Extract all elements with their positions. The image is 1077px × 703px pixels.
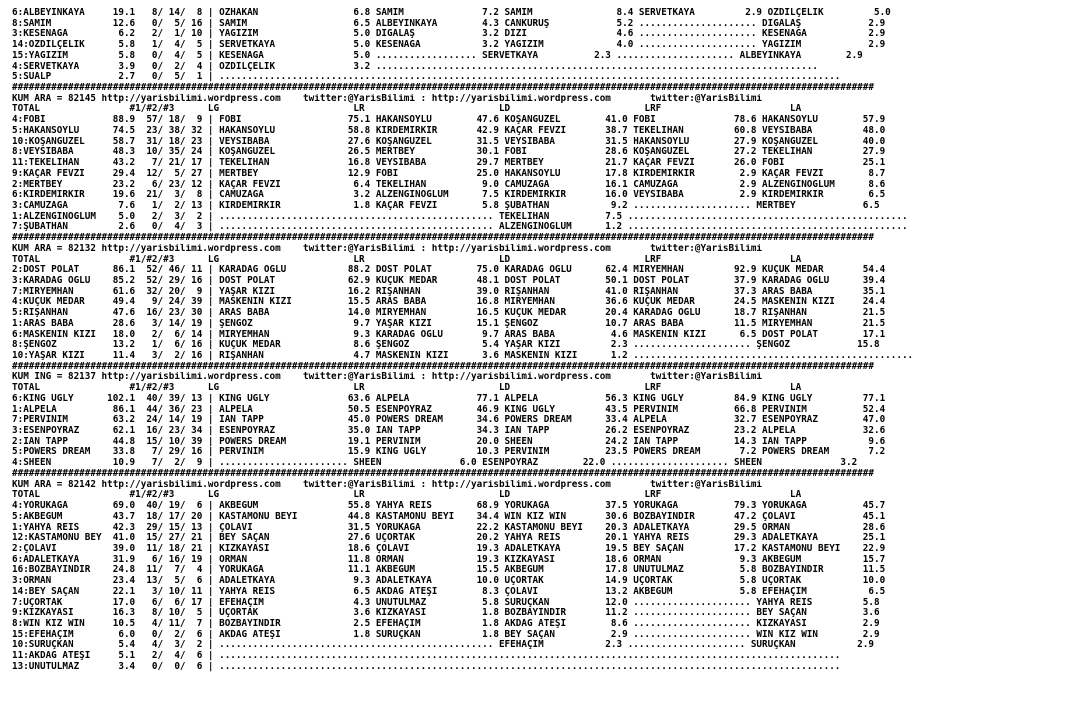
horse-stats-row: 14:ÖZDİLÇELİK 5.8 1/ 4/ 5 | SERVETKAYA 5.0 KESENAĞA 3.2 YAĞIZIM 4.0 ..................... YAĞIZIM 2.9 bbox=[12, 40, 886, 51]
horse-stats-row: 5:HAKANSOYLU 74.5 23/ 38/ 32 | HAKANSOYLU 58.8 KIRDEMİRKIR 42.9 KAÇAR FEVZİ 38.7 TEKELİHAN 60.8 VEYSİBABA 48.0 bbox=[12, 125, 886, 136]
column-header-line: TOTAL #1/#2/#3 LG LR LD LRF LA bbox=[12, 383, 802, 394]
horse-stats-row: 14:BEY SAÇAN 22.1 3/ 10/ 11 | YAHYA REİS 6.5 AKDAĞ ATEŞİ 8.3 ÇOLAVİ 13.2 AKBEGÜM 5.8 EFEHAÇIM 6.5 bbox=[12, 586, 886, 597]
horse-stats-row: 12:KASTAMONU BEY 41.0 15/ 27/ 21 | BEY SAÇAN 27.6 ÜÇORTAK 20.2 YAHYA REİS 20.1 YAHYA REİS 29.3 ADALETKAYA 25.1 bbox=[12, 533, 886, 544]
column-header-line: TOTAL #1/#2/#3 LG LR LD LRF LA bbox=[12, 104, 802, 115]
horse-stats-row: 6:ADALETKAYA 31.9 6/ 16/ 19 | ORMAN 11.8 ORMAN 19.3 KIZKAYASI 18.6 ORMAN 9.3 AKBEGÜM 15.7 bbox=[12, 554, 886, 565]
column-header-line: TOTAL #1/#2/#3 LG LR LD LRF LA bbox=[12, 490, 802, 501]
horse-stats-row: 1:ALPELA 86.1 44/ 36/ 23 | ALPELA 50.5 ESENPOYRAZ 46.9 KING UGLY 43.5 PERVİNİM 66.8 PERVİNİM 52.4 bbox=[12, 404, 886, 415]
horse-stats-row: 10:YAŞAR KIZI 11.4 3/ 2/ 16 | RİŞANHAN 4.7 MASKENİN KIZI 3.6 MASKENİN KIZI 1.2 .................................................. bbox=[12, 351, 914, 361]
horse-stats-row: 8:ŞENGÖZ 13.2 1/ 6/ 16 | KÜÇÜK MEDAR 8.6 ŞENGÖZ 5.4 YAŞAR KIZI 2.3 ..................... ŞENGÖZ 15.8 bbox=[12, 340, 880, 351]
horse-stats-row: 11:AKDAĞ ATEŞİ 5.1 2/ 4/ 6 | ............................................................................................................... bbox=[12, 651, 841, 662]
horse-stats-row: 10:SURUÇKAN 5.4 4/ 3/ 2 | ................................................. EFEHAÇIM 2.3 ..................... SURUÇKAN 2.9 bbox=[12, 640, 874, 651]
horse-stats-row: 2:DOST POLAT 86.1 52/ 46/ 11 | KARADAĞ OĞLU 88.2 DOST POLAT 75.0 KARADAĞ OĞLU 62.4 MİRYEMHAN 92.9 KÜÇÜK MEDAR 54.4 bbox=[12, 265, 886, 276]
horse-stats-row: 11:TEKELİHAN 43.2 7/ 21/ 17 | TEKELİHAN 16.8 VEYSİBABA 29.7 MERTBEY 21.7 KAÇAR FEVZİ 26.0 FOBİ 25.1 bbox=[12, 158, 886, 169]
horse-stats-row: 3:KARADAĞ OĞLU 85.2 52/ 29/ 16 | DOST POLAT 62.9 KÜÇÜK MEDAR 48.1 DOST POLAT 50.1 DOST POLAT 37.9 KARADAĞ OĞLU 39.4 bbox=[12, 275, 886, 286]
horse-stats-row: 1:ARAS BABA 28.6 3/ 14/ 19 | ŞENGÖZ 9.7 YAŞAR KIZI 15.1 ŞENGÖZ 10.7 ARAS BABA 11.5 MİRYEMHAN 21.5 bbox=[12, 318, 886, 329]
horse-stats-row: 9:KAÇAR FEVZİ 29.4 12/ 5/ 27 | MERTBEY 12.9 FOBİ 25.0 HAKANSOYLU 17.8 KIRDEMİRKIR 2.9 KAÇAR FEVZİ 8.7 bbox=[12, 168, 886, 179]
horse-stats-row: 3:KESENAĞA 6.2 2/ 1/ 10 | YAĞIZIM 5.0 DİGALAŞ 3.2 DİZİ 4.6 ..................... KESENAĞA 2.9 bbox=[12, 29, 886, 40]
horse-stats-row: 5:POWERS DREAM 33.8 7/ 29/ 16 | PERVİNİM 15.9 KING UGLY 10.3 PERVİNİM 23.5 POWERS DREAM 7.2 POWERS DREAM 7.2 bbox=[12, 447, 886, 458]
horse-stats-row: 1:ALZENGİNOĞLUM 5.0 2/ 3/ 2 | ................................................. TEKELİHAN 7.5 .................................................. bbox=[12, 211, 908, 222]
horse-stats-row: 9:KIZKAYASI 16.3 8/ 10/ 5 | ÜÇORTAK 3.6 KIZKAYASI 1.8 BOZBAYINDIR 11.2 ..................... BEY SAÇAN 3.6 bbox=[12, 608, 880, 619]
horse-stats-row: 4:SERVETKAYA 3.9 0/ 2/ 4 | ÖZDİLÇELİK 3.2 ............................................................................... bbox=[12, 61, 818, 72]
horse-stats-row: 7:MİRYEMHAN 61.6 32/ 20/ 9 | YAŞAR KIZI 16.2 RİŞANHAN 39.0 RİŞANHAN 41.0 RİŞANHAN 37.3 ARAS BABA 35.1 bbox=[12, 286, 886, 297]
horse-stats-row: 15:EFEHAÇIM 6.0 0/ 2/ 6 | AKDAĞ ATEŞİ 1.8 SURUÇKAN 1.8 BEY SAÇAN 2.9 ..................... WIN KIZ WIN 2.9 bbox=[12, 629, 880, 640]
race-header-line: KUM ARA = 82142 http://yarisbilimi.wordpress.com twitter:@YarisBilimi : http://yarisbilimi.wordpress.com twitter:@YarisBilimi bbox=[12, 479, 763, 490]
column-header-line: TOTAL #1/#2/#3 LG LR LD LRF LA bbox=[12, 254, 802, 265]
horse-stats-row: 7:ŞUBATHAN 2.6 0/ 4/ 3 | ................................................. ALZENGİNOĞLUM 1.2 .................................................. bbox=[12, 222, 908, 233]
horse-stats-row: 4:YÖRÜKAĞA 69.0 40/ 19/ 6 | AKBEGÜM 55.8 YAHYA REİS 68.9 YÖRÜKAĞA 37.5 YÖRÜKAĞA 79.3 YÖRÜKAĞA 45.7 bbox=[12, 501, 886, 512]
horse-stats-row: 6:KING UGLY 102.1 40/ 39/ 13 | KING UGLY 63.6 ALPELA 77.1 ALPELA 56.3 KING UGLY 84.9 KING UGLY 77.1 bbox=[12, 393, 886, 404]
horse-stats-row: 15:YAĞIZIM 5.8 0/ 4/ 5 | KESENAĞA 5.0 .................. SERVETKAYA 2.3 ..................... ALBEYİNKAYA 2.9 bbox=[12, 50, 863, 61]
horse-stats-row: 2:ÇOLAVİ 39.0 11/ 18/ 21 | KIZKAYASI 18.6 ÇOLAVİ 19.3 ADALETKAYA 19.5 BEY SAÇAN 17.2 KASTAMONU BEYİ 22.9 bbox=[12, 543, 886, 554]
horse-stats-row: 4:SHEEN 10.9 7/ 2/ 9 | ....................... SHEEN 6.0 ESENPOYRAZ 22.0 ..................... SHEEN 3.2 bbox=[12, 458, 858, 469]
section-separator: ########################################################################################################################################################## bbox=[12, 361, 874, 372]
section-separator: ########################################################################################################################################################## bbox=[12, 468, 874, 479]
horse-stats-row: 6:KIRDEMİRKIR 19.6 21/ 3/ 8 | CAMUZAĞA 3.2 ALZENGİNOĞLUM 7.5 KIRDEMİRKIR 16.0 VEYSİBABA 2.9 KIRDEMİRKIR 6.5 bbox=[12, 190, 886, 201]
horse-stats-row: 5:AKBEGÜM 43.7 18/ 17/ 20 | KASTAMONU BEYİ 44.8 KASTAMONU BEYİ 34.4 WIN KIZ WIN 30.6 BOZBAYINDIR 47.2 ÇOLAVİ 45.1 bbox=[12, 511, 886, 522]
horse-stats-row: 8:WIN KIZ WIN 10.5 4/ 11/ 7 | BOZBAYINDIR 2.5 EFEHAÇIM 1.8 AKDAĞ ATEŞİ 8.6 ..................... KIZKAYASI 2.9 bbox=[12, 618, 880, 629]
horse-stats-row: 2:MERTBEY 23.2 6/ 23/ 12 | KAÇAR FEVZİ 6.4 TEKELİHAN 9.0 CAMUZAĞA 16.1 CAMUZAĞA 2.9 ALZENGİNOĞLUM 8.6 bbox=[12, 179, 886, 190]
horse-stats-row: 7:ÜÇORTAK 17.0 6/ 6/ 17 | EFEHAÇIM 4.3 UNUTULMAZ 5.8 SURUÇKAN 12.0 ..................... YAHYA REİS 5.8 bbox=[12, 597, 880, 608]
horse-stats-row: 5:RİŞANHAN 47.6 16/ 23/ 30 | ARAS BABA 14.0 MİRYEMHAN 16.5 KÜÇÜK MEDAR 20.4 KARADAĞ OĞLU 18.7 RİŞANHAN 21.5 bbox=[12, 308, 886, 319]
horse-stats-row: 8:VEYSİBABA 48.3 10/ 35/ 24 | KOŞANGÜZEL 26.5 MERTBEY 30.1 FOBİ 28.6 KOŞANGÜZEL 27.2 TEKELİHAN 27.9 bbox=[12, 147, 886, 158]
race-header-line: KUM ARA = 82132 http://yarisbilimi.wordpress.com twitter:@YarisBilimi : http://yarisbilimi.wordpress.com twitter:@YarisBilimi bbox=[12, 243, 763, 254]
horse-stats-row: 3:ESENPOYRAZ 62.1 16/ 23/ 34 | ESENPOYRAZ 35.0 IAN TAPP 34.3 IAN TAPP 26.2 ESENPOYRAZ 23.2 ALPELA 32.6 bbox=[12, 426, 886, 437]
horse-stats-row: 6:ALBEYİNKAYA 19.1 8/ 14/ 8 | ÖZHAKAN 6.8 SAMİM 7.2 SAMİM 8.4 SERVETKAYA 2.9 ÖZDİLÇELİK 5.0 bbox=[12, 8, 891, 18]
race-header-line: KUM ING = 82137 http://yarisbilimi.wordpress.com twitter:@YarisBilimi : http://yarisbilimi.wordpress.com twitter:@YarisBilimi bbox=[12, 372, 763, 383]
horse-stats-row: 4:FOBİ 88.9 57/ 18/ 9 | FOBİ 75.1 HAKANSOYLU 47.6 KOŞANGÜZEL 41.0 FOBİ 78.6 HAKANSOYLU 57.9 bbox=[12, 115, 886, 126]
horse-stats-row: 3:ORMAN 23.4 13/ 5/ 6 | ADALETKAYA 9.3 ADALETKAYA 10.0 ÜÇORTAK 14.9 ÜÇORTAK 5.8 ÜÇORTAK 10.0 bbox=[12, 576, 886, 587]
horse-stats-row: 5:SUALP 2.7 0/ 5/ 1 | ............................................................................................................... bbox=[12, 72, 841, 83]
section-separator: ########################################################################################################################################################## bbox=[12, 83, 874, 94]
horse-stats-row: 6:MASKENİN KIZI 18.0 2/ 6/ 14 | MİRYEMHAN 9.3 KARADAĞ OĞLU 9.7 ARAS BABA 4.6 MASKENİN KIZI 6.5 DOST POLAT 17.1 bbox=[12, 329, 886, 340]
horse-stats-row: 8:SAMİM 12.6 0/ 5/ 16 | SAMİM 6.5 ALBEYİNKAYA 4.3 CANKURUŞ 5.2 ..................... DİGALAŞ 2.9 bbox=[12, 18, 886, 29]
horse-stats-row: 13:UNUTULMAZ 3.4 0/ 0/ 6 | ............................................................................................................... bbox=[12, 661, 841, 672]
horse-stats-row: 16:BOZBAYINDIR 24.8 11/ 7/ 4 | YÖRÜKAĞA 11.1 AKBEGÜM 15.5 AKBEGÜM 17.8 UNUTULMAZ 5.8 BOZBAYINDIR 11.5 bbox=[12, 565, 886, 576]
horse-stats-row: 4:KÜÇÜK MEDAR 49.4 9/ 24/ 39 | MASKENİN KIZI 15.5 ARAS BABA 16.8 MİRYEMHAN 36.6 KÜÇÜK MEDAR 24.5 MASKENİN KIZI 24.4 bbox=[12, 297, 886, 308]
horse-stats-row: 2:IAN TAPP 44.8 15/ 10/ 39 | POWERS DREAM 19.1 PERVİNİM 20.0 SHEEN 24.2 IAN TAPP 14.3 IAN TAPP 9.6 bbox=[12, 436, 886, 447]
horse-stats-row: 10:KOŞANGÜZEL 58.7 31/ 18/ 23 | VEYSİBABA 27.6 KOŞANGÜZEL 31.5 VEYSİBABA 31.5 HAKANSOYLU 27.9 KOŞANGÜZEL 40.0 bbox=[12, 136, 886, 147]
horse-stats-row: 7:PERVİNİM 63.2 24/ 14/ 19 | IAN TAPP 45.0 POWERS DREAM 34.6 POWERS DREAM 33.4 ALPELA 32.7 ESENPOYRAZ 47.0 bbox=[12, 415, 886, 426]
horse-stats-row: 1:YAHYA REİS 42.3 29/ 15/ 13 | ÇOLAVİ 31.5 YÖRÜKAĞA 22.2 KASTAMONU BEYİ 20.3 ADALETKAYA 29.5 ORMAN 28.6 bbox=[12, 522, 886, 533]
race-header-line: KUM ARA = 82145 http://yarisbilimi.wordpress.com twitter:@YarisBilimi : http://yarisbilimi.wordpress.com twitter:@YarisBilimi bbox=[12, 93, 763, 104]
section-separator: ########################################################################################################################################################## bbox=[12, 233, 874, 244]
horse-stats-row: 3:CAMUZAĞA 7.6 1/ 2/ 13 | KIRDEMİRKIR 1.8 KAÇAR FEVZİ 5.8 ŞUBATHAN 9.2 ..................... MERTBEY 6.5 bbox=[12, 200, 880, 211]
